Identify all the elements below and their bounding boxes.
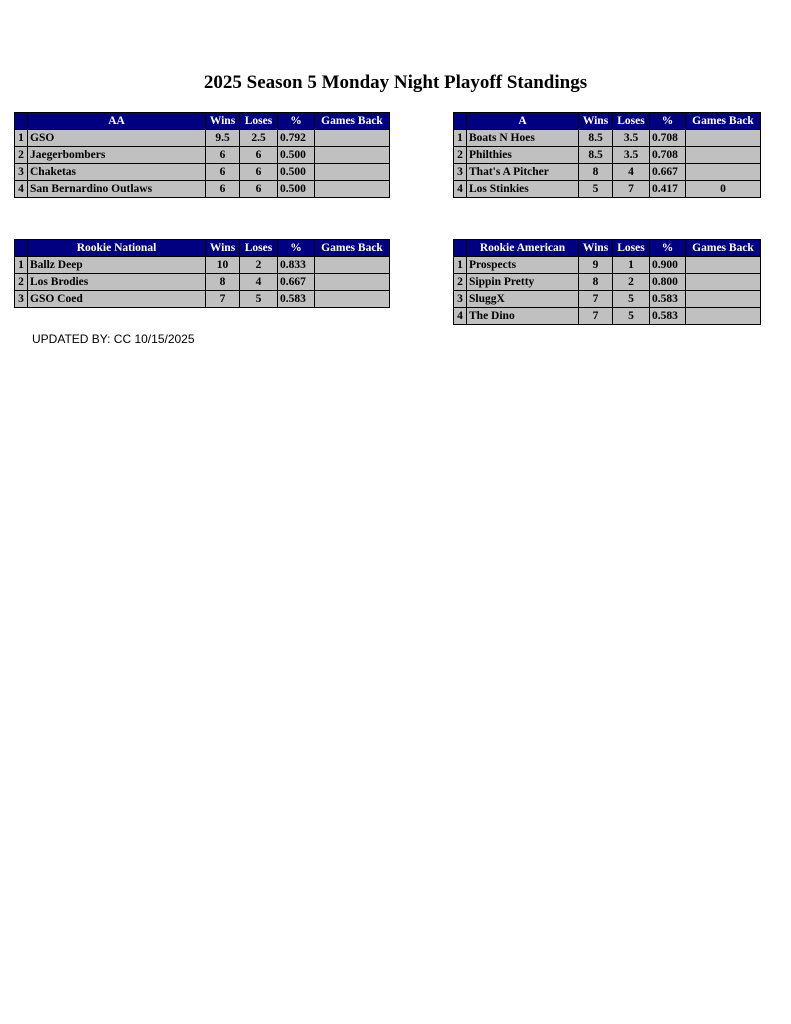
pct-header: % <box>650 113 686 130</box>
loses-cell: 4 <box>240 274 278 291</box>
wins-cell: 6 <box>206 147 240 164</box>
wins-cell: 8 <box>579 164 613 181</box>
table-row <box>454 274 761 291</box>
table-row <box>15 164 390 181</box>
games-back-cell <box>315 164 390 181</box>
rank-cell: 2 <box>454 147 467 164</box>
wins-cell: 7 <box>579 308 613 325</box>
wins-cell: 5 <box>579 181 613 198</box>
rank-cell: 4 <box>15 181 28 198</box>
loses-cell: 5 <box>613 291 650 308</box>
games-back-cell <box>315 274 390 291</box>
rank-header <box>454 113 467 130</box>
team-cell: Ballz Deep <box>28 257 206 274</box>
standings-table-rookie-national <box>14 239 390 308</box>
team-cell: San Bernardino Outlaws <box>28 181 206 198</box>
pct-cell: 0.500 <box>278 164 315 181</box>
division-name: AA <box>28 113 206 130</box>
rank-cell: 2 <box>454 274 467 291</box>
standings-table-aa <box>14 112 390 198</box>
team-cell: Prospects <box>467 257 579 274</box>
games-back-cell <box>315 257 390 274</box>
loses-cell: 2 <box>240 257 278 274</box>
team-cell: The Dino <box>467 308 579 325</box>
wins-cell: 7 <box>206 291 240 308</box>
wins-header: Wins <box>206 240 240 257</box>
page-title: 2025 Season 5 Monday Night Playoff Standings <box>203 72 588 93</box>
team-cell: That's A Pitcher <box>467 164 579 181</box>
pct-cell: 0.583 <box>650 291 686 308</box>
table-row <box>15 181 390 198</box>
loses-header: Loses <box>613 113 650 130</box>
rank-cell: 4 <box>454 181 467 198</box>
wins-cell: 8 <box>206 274 240 291</box>
games-back-cell <box>686 257 761 274</box>
rank-cell: 3 <box>454 164 467 181</box>
table-row <box>454 164 761 181</box>
team-cell: Boats N Hoes <box>467 130 579 147</box>
games-back-cell <box>686 147 761 164</box>
wins-header: Wins <box>206 113 240 130</box>
wins-header: Wins <box>579 113 613 130</box>
games-back-cell <box>315 181 390 198</box>
table-header-row <box>15 240 390 257</box>
division-name: A <box>467 113 579 130</box>
rank-header <box>454 240 467 257</box>
wins-cell: 10 <box>206 257 240 274</box>
rank-cell: 3 <box>15 164 28 181</box>
pct-cell: 0.708 <box>650 147 686 164</box>
wins-cell: 8.5 <box>579 130 613 147</box>
division-name: Rookie American <box>467 240 579 257</box>
team-cell: Chaketas <box>28 164 206 181</box>
rank-cell: 2 <box>15 147 28 164</box>
table-row <box>454 291 761 308</box>
division-name: Rookie National <box>28 240 206 257</box>
standings-table-rookie-american <box>453 239 761 325</box>
rank-cell: 3 <box>15 291 28 308</box>
games-back-cell <box>315 130 390 147</box>
games-back-header: Games Back <box>686 113 761 130</box>
table-header-row <box>15 113 390 130</box>
table-row <box>15 147 390 164</box>
table-row <box>454 147 761 164</box>
table-row <box>15 130 390 147</box>
wins-cell: 6 <box>206 181 240 198</box>
loses-cell: 5 <box>613 308 650 325</box>
table-header-row <box>454 113 761 130</box>
loses-cell: 3.5 <box>613 130 650 147</box>
rank-header <box>15 113 28 130</box>
team-cell: GSO <box>28 130 206 147</box>
games-back-cell <box>686 164 761 181</box>
team-cell: Sippin Pretty <box>467 274 579 291</box>
team-cell: GSO Coed <box>28 291 206 308</box>
rank-cell: 2 <box>15 274 28 291</box>
pct-cell: 0.900 <box>650 257 686 274</box>
pct-cell: 0.583 <box>278 291 315 308</box>
table-row <box>454 181 761 198</box>
updated-by-note: UPDATED BY: CC 10/15/2025 <box>32 332 195 346</box>
rank-cell: 1 <box>454 257 467 274</box>
table-header-row <box>454 240 761 257</box>
wins-cell: 8 <box>579 274 613 291</box>
rank-cell: 4 <box>454 308 467 325</box>
loses-cell: 3.5 <box>613 147 650 164</box>
wins-header: Wins <box>579 240 613 257</box>
loses-cell: 6 <box>240 147 278 164</box>
pct-header: % <box>278 240 315 257</box>
games-back-header: Games Back <box>315 113 390 130</box>
wins-cell: 9 <box>579 257 613 274</box>
pct-cell: 0.667 <box>650 164 686 181</box>
rank-cell: 1 <box>454 130 467 147</box>
wins-cell: 6 <box>206 164 240 181</box>
pct-cell: 0.800 <box>650 274 686 291</box>
loses-cell: 6 <box>240 164 278 181</box>
loses-cell: 1 <box>613 257 650 274</box>
rank-header <box>15 240 28 257</box>
pct-cell: 0.667 <box>278 274 315 291</box>
table-row <box>454 257 761 274</box>
table-row <box>15 274 390 291</box>
loses-cell: 5 <box>240 291 278 308</box>
table-row <box>15 257 390 274</box>
loses-cell: 2.5 <box>240 130 278 147</box>
team-cell: Philthies <box>467 147 579 164</box>
pct-cell: 0.583 <box>650 308 686 325</box>
table-row <box>15 291 390 308</box>
games-back-cell: 0 <box>686 181 761 198</box>
pct-header: % <box>650 240 686 257</box>
pct-cell: 0.500 <box>278 181 315 198</box>
team-cell: Jaegerbombers <box>28 147 206 164</box>
rank-cell: 1 <box>15 257 28 274</box>
wins-cell: 7 <box>579 291 613 308</box>
pct-cell: 0.417 <box>650 181 686 198</box>
standings-table-a <box>453 112 761 198</box>
table-row <box>454 130 761 147</box>
games-back-cell <box>686 291 761 308</box>
table-row <box>454 308 761 325</box>
games-back-cell <box>315 291 390 308</box>
loses-cell: 4 <box>613 164 650 181</box>
wins-cell: 9.5 <box>206 130 240 147</box>
rank-cell: 1 <box>15 130 28 147</box>
games-back-header: Games Back <box>686 240 761 257</box>
team-cell: Los Stinkies <box>467 181 579 198</box>
rank-cell: 3 <box>454 291 467 308</box>
pct-cell: 0.833 <box>278 257 315 274</box>
loses-cell: 2 <box>613 274 650 291</box>
loses-header: Loses <box>240 113 278 130</box>
loses-cell: 7 <box>613 181 650 198</box>
loses-header: Loses <box>240 240 278 257</box>
loses-header: Loses <box>613 240 650 257</box>
games-back-cell <box>315 147 390 164</box>
loses-cell: 6 <box>240 181 278 198</box>
pct-cell: 0.500 <box>278 147 315 164</box>
pct-header: % <box>278 113 315 130</box>
team-cell: Los Brodies <box>28 274 206 291</box>
games-back-cell <box>686 274 761 291</box>
pct-cell: 0.792 <box>278 130 315 147</box>
games-back-cell <box>686 130 761 147</box>
games-back-header: Games Back <box>315 240 390 257</box>
pct-cell: 0.708 <box>650 130 686 147</box>
games-back-cell <box>686 308 761 325</box>
team-cell: SluggX <box>467 291 579 308</box>
wins-cell: 8.5 <box>579 147 613 164</box>
